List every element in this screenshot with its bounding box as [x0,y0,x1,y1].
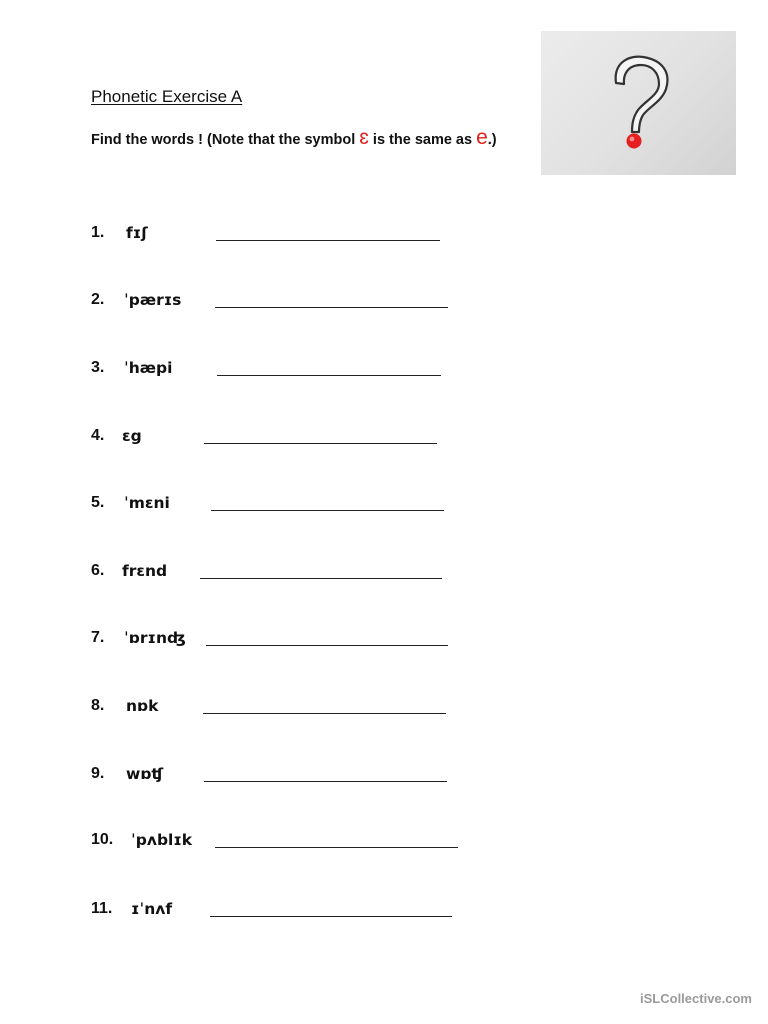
question-mark-image [541,31,736,175]
letter-e: e [476,126,488,149]
answer-line[interactable] [216,240,440,241]
item-number: 5. [91,494,105,511]
ipa-word: ˈɒrɪnʤ [124,629,186,647]
instructions-text-2: is the same as [368,132,477,148]
ipa-word: fɪʃ [126,224,148,242]
item-number: 8. [91,697,105,714]
question-mark-icon [541,31,736,175]
answer-line[interactable] [215,307,448,308]
ipa-word: frɛnd [122,562,168,580]
ipa-word: wɒʧ [126,765,164,783]
answer-line[interactable] [200,578,442,579]
page-title: Phonetic Exercise A [91,87,243,106]
answer-line[interactable] [217,375,441,376]
item-number: 7. [91,629,105,646]
item-number: 6. [91,562,105,579]
ipa-word: ˈpærɪs [124,291,182,309]
instructions-text-3: .) [487,132,497,148]
ipa-word: ˈpʌblɪk [131,831,193,849]
answer-line[interactable] [215,847,458,848]
answer-line[interactable] [211,510,444,511]
ipa-word: ˈmɛni [124,494,170,512]
ipa-word: nɒk [126,697,159,715]
answer-line[interactable] [204,443,437,444]
watermark: iSLCollective.com [640,991,752,1006]
ipa-word: ɛg [122,427,142,445]
epsilon-symbol: ɛ [359,126,369,149]
item-number: 4. [91,427,105,444]
answer-line[interactable] [206,645,448,646]
item-number: 11. [91,900,113,917]
item-number: 10. [91,831,114,848]
answer-line[interactable] [204,781,447,782]
item-number: 3. [91,359,105,376]
ipa-word: ɪˈnʌf [131,900,173,918]
answer-line[interactable] [210,916,452,917]
ipa-word: ˈhæpi [124,359,173,377]
answer-line[interactable] [203,713,446,714]
instructions [91,124,521,154]
instructions-text: Find the words ! (Note that the symbol [91,132,360,148]
item-number: 9. [91,765,105,782]
item-number: 2. [91,291,105,308]
item-number: 1. [91,224,105,241]
